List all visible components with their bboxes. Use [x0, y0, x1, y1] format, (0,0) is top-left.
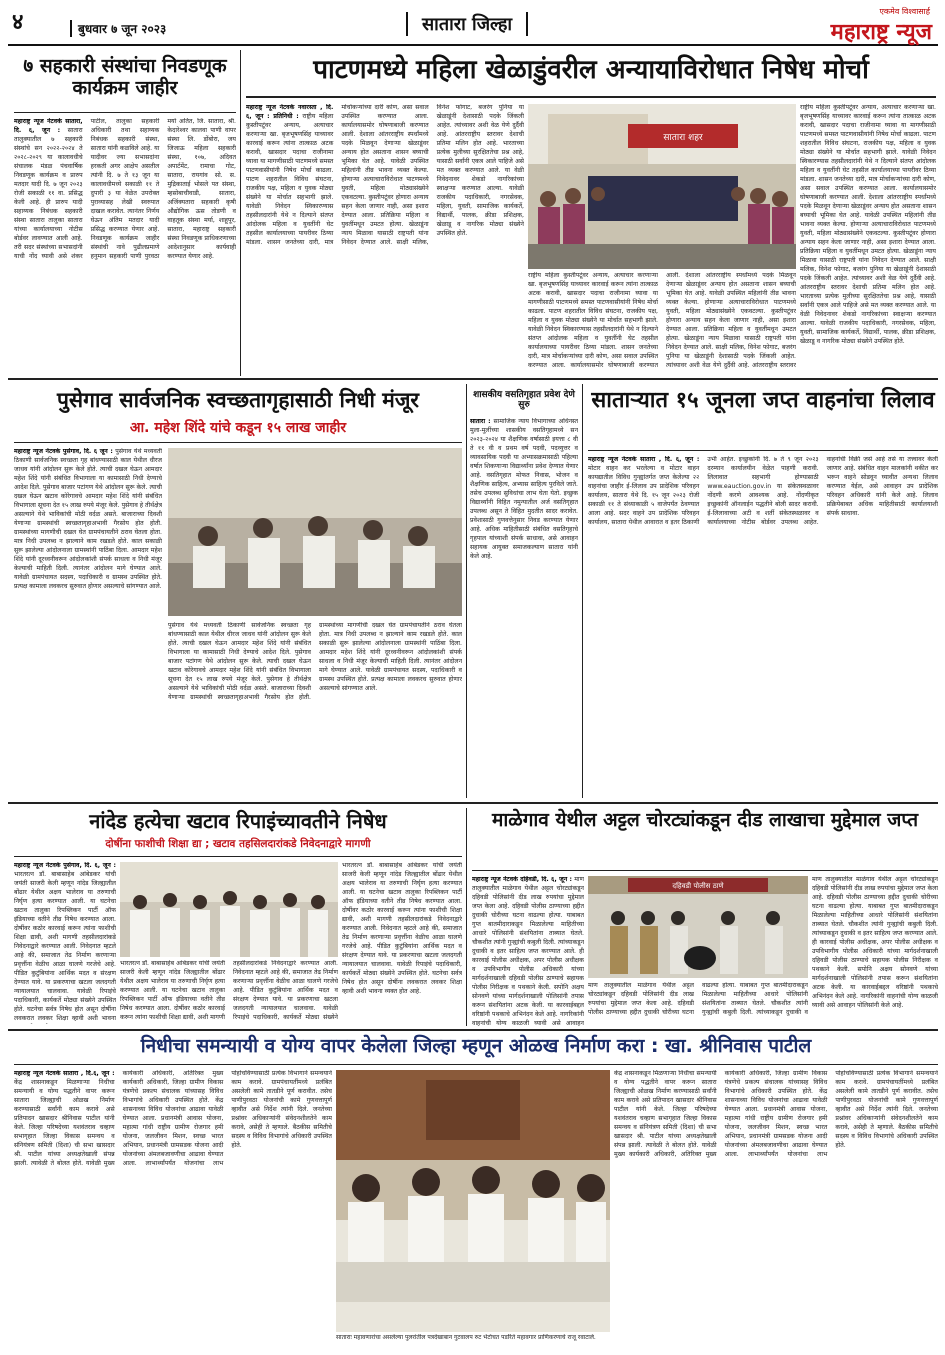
- article-subheadline: दोषींना फाशीची शिक्षा द्या ; खटाव तहसिलदारांकडे निवेदनाद्वारे मागणी: [105, 838, 371, 850]
- article-headline: निधीचा समन्यायी व योग्य वापर केलेला जिल्हा म्हणून ओळख निर्माण करा : खा. श्रीनिवास पाटील: [140, 1035, 812, 1057]
- section-divider: [8, 802, 938, 804]
- article-dateline: महाराष्ट्र न्यूज नेटवर्क सातारा , दि.६, जून :: [14, 1070, 115, 1077]
- article-body-continued: [812, 876, 938, 1026]
- photo-caption: साताराः महावणारांचा असलेल्या पुलरांतील पत्रदेखाबान गुटवालप रुट भेटोचत पडरिते महावगार प्राणिकरणाचे राजू रवाटाले.: [336, 1334, 596, 1341]
- article-body: [14, 118, 236, 373]
- banner-text: सातारा शहर: [663, 133, 703, 143]
- article-text: पुसेगाव येथे मध्यवर्ती ठिकाणी सार्वजनिक स्वच्छता गृह बांधण्यासाठी काल येथील धीरज जाधव यांनी आंदोलन सुरू केले होते. त्याची दखल घेऊन आमदार महेश शिंदे यांनी संबंधित विभागाला या कामासाठी निधी देण्याचे आदेश दिले. पुसेगाव बाजार पटांगण येथे आंदोलन सुरू केले. त्याची दखल घेऊन खटाव कोरेगावचे आमदार महेश शिंदे यांनी संबंधित विभागाला सूचना देत १५ लाख रुपये मंजूर केले. पुसेगाव हे तीर्थक्षेत्र असल्याने येथे भाविकांची मोठी वर्दळ असते. बाजाराच्या दिवशी येणाऱ्या ग्रामस्थांची स्वच्छतागृहाअभावी गैरसोय होत होती. ग्रामस्थांच्या मागणीची दखल घेत ग्रामपंचायतीने ठराव घेतला होता. मात्र निधी उपलब्ध न झाल्याने काम रखडले होते. काल सकाळी सुरू झालेल्या आंदोलनाला ग्रामस्थांनी पाठिंबा दिला. आमदार महेश शिंदे यांनी दूरध्वनीवरून आंदोलकांशी संपर्क साधला व निधी मंजूर केल्याची माहिती दिली. त्यानंतर आंदोलन मागे घेण्यात आले. यावेळी ग्रामपंचायत सदस्य, पदाधिकारी व ग्रामस्थ उपस्थित होते. प्रत्यक्ष कामाला लवकरच सुरुवात होणार असल्याचे सांगण्यात आले.: [14, 448, 162, 590]
- police-sign-text: दहिवडी पोलीस ठाणे: [672, 882, 724, 890]
- article-body-continued: [528, 272, 796, 374]
- page-number: ४: [12, 10, 24, 35]
- article-dateline: सातारा :: [470, 418, 491, 425]
- article-body: [246, 104, 524, 374]
- memorandum-photo: [120, 862, 338, 957]
- article-body: [472, 876, 584, 1026]
- article-headline: साताऱ्यात १५ जूनला जप्त वाहनांचा लिलाव: [591, 388, 935, 413]
- article-body-continued: [168, 622, 462, 798]
- article-headline: ७ सहकारी संस्थांचा निवडणूक कार्यक्रम जाहीर: [23, 55, 227, 99]
- article-headline: माळेगाव येथील अट्टल चोरट्यांकडून दीड लाखाचा मुद्देमाल जप्त: [491, 809, 919, 831]
- issue-date: बुधवार ७ जून २०२३: [70, 20, 166, 37]
- article-text: माण तालुक्यातील माळेगाव येथील अट्टल चोरट्यांकडून दहिवडी पोलिसांनी दीड लाख रुपयांचा मुद्देमाल जप्त केला आहे. दहिवडी पोलीस ठाण्याच्या हद्दीत दुचाकी चोरीच्या घटना वाढल्या होत्या. याबाबत गुप्त बातमीदाराकडून मिळालेल्या माहितीच्या आधारे पोलिसांनी संशयितांना ताब्यात घेतले. चौकशीत त्यांनी गुन्ह्यांची कबुली दिली. त्यांच्याकडून दुचाकी व इतर साहित्य जप्त करण्यात आले. ही कारवाई पोलीस अधीक्षक, अपर पोलीस अधीक्षक व उपविभागीय पोलीस अधिकारी यांच्या मार्गदर्शनाखाली दहिवडी पोलीस ठाण्याचे सहायक पोलीस निरीक्षक व पथकाने केली. सपोनि अक्षय सोनवणे यांच्या मार्गदर्शनाखाली पोलिसांनी तपास करून संशयितांना अटक केली. या कारवाईबद्दल वरिष्ठांनी पथकाचे अभिनंदन केले आहे. नागरिकांनी वाहनांची योग्य काळजी घ्यावी असे आवाहन: [472, 876, 584, 1026]
- article-body: [14, 862, 116, 1024]
- article-body: [14, 448, 162, 798]
- article-dateline: महाराष्ट्र न्यूज नेटवर्क पुसेगाव, दि. ६, जून :: [14, 862, 116, 869]
- brand-tagline: एकमेव विश्वासार्ह: [879, 7, 930, 16]
- article-headline: पाटणमध्ये महिला खेळाडुंवरील अन्यायाविरोधात निषेध मोर्चा: [313, 55, 869, 85]
- article-body-continued: [800, 104, 936, 374]
- article-text: केंद्र शासनाकडून मिळणाऱ्या निधीचा समन्यायी व योग्य पद्धतीने वापर करून सातारा जिल्ह्याची ओळख निर्माण करण्यासाठी सर्वांनी काम करावे असे प्रतिपादन खासदार श्रीनिवास पाटील यांनी केले. जिल्हा परिषदेच्या यशवंतराव चव्हाण सभागृहात जिल्हा विकास समन्वय व संनियंत्रण समिती (दिशा) ची सभा खासदार श्री. पाटील यांच्या अध्यक्षतेखाली संपन्न झाली. त्यावेळी ते बोलत होते. यावेळी मुख्य कार्यकारी अधिकारी, अतिरिक्त मुख्य कार्यकारी अधिकारी, जिल्हा ग्रामीण विकास यंत्रणेचे प्रकल्प संचालक यांच्यासह विविध विभागांचे अधिकारी उपस्थित होते. केंद्र शासनाच्या विविध योजनांचा आढावा यावेळी घेण्यात आला. प्रधानमंत्री आवास योजना, महात्मा गांधी राष्ट्रीय ग्रामीण रोजगार हमी योजना, जलजीवन मिशन, स्वच्छ भारत अभियान, प्रधानमंत्री ग्रामसडक योजना आदी योजनांच्या अंमलबजावणीचा आढावा घेण्यात आला. लाभार्थ्यांपर्यंत योजनांचा लाभ पोहोचविण्यासाठी प्रत्येक विभागाने समन्वयाने काम करावे. ग्रामपंचायतींमध्ये प्रलंबित असलेली कामे तातडीने पूर्ण करावीत. तसेच पाणीपुरवठा योजनांची कामे गुणवत्तापूर्ण व्हावीत असे निर्देश त्यांनी दिले. जनतेच्या प्रश्नांवर अधिकाऱ्यांनी संवेदनशीलतेने काम करावे, असेही ते म्हणाले. बैठकीस समितीचे सदस्य व विविध विभागांचे अधिकारी उपस्थित होते.: [14, 1070, 332, 1167]
- article-text: राष्ट्रीय महिला कुस्तीपटूंवर अन्याय, अत्याचार करणाऱ्या खा. बृजभूषणसिंह याच्यावर कारवाई करून त्यांना तात्काळ अटक करावी, खासदार पदाचा राजीनामा घ्यावा या मागणीसाठी पाटणमध्ये समस्त पाटणवासीयांनी निषेध मोर्चा काढला. पाटण शहरातील विविध संघटना, राजकीय पक्ष, महिला व युवक मोठ्या संख्येने या मोर्चात सहभागी झाले. यावेळी निवेदन स्विकारण्यास तहसीलदारांनी येथे न दिल्याने संतप्त आंदोलक महिला व युवतींनी घेट तहसील कार्यालयाच्या पायरीवर ठिय्या मांडला. शासन जनतेच्या दारी, मात्र मोर्चाकऱ्यांच्या दारी कोण, असा सवाल उपस्थित करण्यात आला. कार्यालयासमोर घोषणाबाजी करण्यात आली. देशाला आंतरराष्ट्रीय स्पर्धांमध्ये पदके मिळवून देणाऱ्या खेळाडूंवर अन्याय होत असताना शासन बघ्याची भूमिका घेत आहे. यावेळी उपस्थित महिलांनी तीव्र भावना व्यक्त केल्या. होणाऱ्या अत्याचाराविरोधात पाटणमध्ये युवती, महिला मोठ्यासंख्येने एकवटल्या. कुस्तीपटूंवर होणारा अन्याय सहन केला जाणार नाही, असा इशारा देण्यात आला. प्रतिक्रिया महिला व युवतींमधून उमटत होत्या. खेळाडूंना न्याय मिळावा यासाठी राष्ट्रपती यांना निवेदन देण्यात आले. साक्षी मलिक, विनेश फोगाट, बजरंग पुनिया या खेळाडूंनी देशासाठी पदके जिंकली आहेत. त्यांच्यावर अशी वेळ येणे दुर्दैवी आहे. आंतरराष्ट्रीय स्तरावर देशाची प्रतिमा मलिन होत आहे. भारताच्या प्रत्येक मुलीच्या सुरक्षिततेचा प्रश्न आहे, यासाठी सर्वांनी एकत्र आले पाहिजे असे मत व्यक्त करण्यात आले. या वेळी निवेदनावर शेकडो नागरिकांच्या स्वाक्षऱ्या करण्यात आल्या. यावेळी राजकीय पदाधिकारी, नगरसेवक, महिला, युवती, सामाजिक कार्यकर्ते, विद्यार्थी, पालक, क्रीडा प्रशिक्षक, खेळाडू व नागरिक मोठ्या संख्येने उपस्थित होते.: [246, 104, 524, 246]
- column-divider: [466, 808, 467, 1026]
- article-dateline: महाराष्ट्र न्यूज नेटवर्क दहिवडी, दि. ६, जून :: [472, 876, 573, 883]
- article-headline: पुसेगाव सार्वजनिक स्वच्छतागृहासाठी निधी मंजूर: [57, 388, 419, 412]
- article-body-continued: [342, 862, 462, 1024]
- article-dateline: महाराष्ट्र न्यूज नेटवर्क सातारा , दि. ६, जून :: [588, 456, 700, 463]
- section-title: सातारा जिल्हा: [406, 12, 528, 36]
- article-text: भारतरत्न डॉ. बाबासाहेब आंबेडकर यांची जयंती साजरी केली म्हणून नांदेड जिल्ह्यातील बोंढार येथील अक्षय भालेराव या तरुणाची निर्घृण हत्या करण्यात आली. या घटनेचा खटाव तालुका रिपब्लिकन पार्टी ऑफ इंडियाच्या वतीने तीव्र निषेध करण्यात आला. दोषींवर कठोर कारवाई करून त्यांना फाशीची शिक्षा द्यावी, अशी मागणी तहसीलदारांकडे निवेदनाद्वारे करण्यात आली. निवेदनात म्हटले आहे की, समाजात तेढ निर्माण करणाऱ्या प्रवृत्तींना वेळीच आळा घालणे गरजेचे आहे. पीडित कुटुंबियांना आर्थिक मदत व संरक्षण देण्यात यावे. या प्रकरणाचा खटला जलदगती न्यायालयात चालवावा. यावेळी रिपाइंचे पदाधिकारी, कार्यकर्ते मोठ्या संख्येने उपस्थित होते. घटनेचा सर्वत्र निषेध होत असून दोषींना लवकरात लवकर शिक्षा व्हावी अशी भावना व्यक्त होत आहे.: [342, 862, 462, 995]
- section-divider: [8, 378, 938, 380]
- divider: [14, 112, 236, 113]
- article-kicker: शासकीय वसतिगृहात प्रवेश देणे सुरु: [473, 390, 575, 411]
- article-body: [588, 456, 938, 798]
- article-text: भारतरत्न डॉ. बाबासाहेब आंबेडकर यांची जयंती साजरी केली म्हणून नांदेड जिल्ह्यातील बोंढार येथील अक्षय भालेराव या तरुणाची निर्घृण हत्या करण्यात आली. या घटनेचा खटाव तालुका रिपब्लिकन पार्टी ऑफ इंडियाच्या वतीने तीव्र निषेध करण्यात आला. दोषींवर कठोर कारवाई करून त्यांना फाशीची शिक्षा द्यावी, अशी मागणी तहसीलदारांकडे निवेदनाद्वारे करण्यात आली. निवेदनात म्हटले आहे की, समाजात तेढ निर्माण करणाऱ्या प्रवृत्तींना वेळीच आळा घालणे गरजेचे आहे. पीडित कुटुंबियांना आर्थिक मदत व संरक्षण देण्यात यावे. या प्रकरणाचा खटला जलदगती न्यायालयात चालवावा. यावेळी रिपाइंचे पदाधिकारी, कार्यकर्ते मोठ्या संख्येने उपस्थित होते. घटनेचा सर्वत्र निषेध होत असून दोषींना लवकरात लवकर शिक्षा व्हावी अशी भावना: [14, 870, 116, 1022]
- meeting-photo: [336, 1070, 610, 1332]
- divider: [14, 1064, 938, 1065]
- brand-logo: महाराष्ट्र न्यूज: [830, 19, 932, 45]
- article-body-continued: [120, 960, 338, 1024]
- divider: [14, 856, 462, 857]
- article-text: केंद्र शासनाकडून मिळणाऱ्या निधीचा समन्यायी व योग्य पद्धतीने वापर करून सातारा जिल्ह्याची ओळख निर्माण करण्यासाठी सर्वांनी काम करावे असे प्रतिपादन खासदार श्रीनिवास पाटील यांनी केले. जिल्हा परिषदेच्या यशवंतराव चव्हाण सभागृहात जिल्हा विकास समन्वय व संनियंत्रण समिती (दिशा) ची सभा खासदार श्री. पाटील यांच्या अध्यक्षतेखाली संपन्न झाली. त्यावेळी ते बोलत होते. यावेळी मुख्य कार्यकारी अधिकारी, अतिरिक्त मुख्य कार्यकारी अधिकारी, जिल्हा ग्रामीण विकास यंत्रणेचे प्रकल्प संचालक यांच्यासह विविध विभागांचे अधिकारी उपस्थित होते. केंद्र शासनाच्या विविध योजनांचा आढावा यावेळी घेण्यात आला. प्रधानमंत्री आवास योजना, महात्मा गांधी राष्ट्रीय ग्रामीण रोजगार हमी योजना, जलजीवन मिशन, स्वच्छ भारत अभियान, प्रधानमंत्री ग्रामसडक योजना आदी योजनांच्या अंमलबजावणीचा आढावा घेण्यात आला. लाभार्थ्यांपर्यंत योजनांचा लाभ पोहोचविण्यासाठी प्रत्येक विभागाने समन्वयाने काम करावे. ग्रामपंचायतींमध्ये प्रलंबित असलेली कामे तातडीने पूर्ण करावीत. तसेच पाणीपुरवठा योजनांची कामे गुणवत्तापूर्ण व्हावीत असे निर्देश त्यांनी दिले. जनतेच्या प्रश्नांवर अधिकाऱ्यांनी संवेदनशीलतेने काम करावे, असेही ते म्हणाले. बैठकीस समितीचे सदस्य व विविध विभागांचे अधिकारी उपस्थित होते.: [614, 1070, 938, 1158]
- masthead: [8, 6, 938, 46]
- article-text: राष्ट्रीय महिला कुस्तीपटूंवर अन्याय, अत्याचार करणाऱ्या खा. बृजभूषणसिंह याच्यावर कारवाई करून त्यांना तात्काळ अटक करावी, खासदार पदाचा राजीनामा घ्यावा या मागणीसाठी पाटणमध्ये समस्त पाटणवासीयांनी निषेध मोर्चा काढला. पाटण शहरातील विविध संघटना, राजकीय पक्ष, महिला व युवक मोठ्या संख्येने या मोर्चात सहभागी झाले. यावेळी निवेदन स्विकारण्यास तहसीलदारांनी येथे न दिल्याने संतप्त आंदोलक महिला व युवतींनी घेट तहसील कार्यालयाच्या पायरीवर ठिय्या मांडला. शासन जनतेच्या दारी, मात्र मोर्चाकऱ्यांच्या दारी कोण, असा सवाल उपस्थित करण्यात आला. कार्यालयासमोर घोषणाबाजी करण्यात आली. देशाला आंतरराष्ट्रीय स्पर्धांमध्ये पदके मिळवून देणाऱ्या खेळाडूंवर अन्याय होत असताना शासन बघ्याची भूमिका घेत आहे. यावेळी उपस्थित महिलांनी तीव्र भावना व्यक्त केल्या. होणाऱ्या अत्याचाराविरोधात पाटणमध्ये युवती, महिला मोठ्यासंख्येने एकवटल्या. कुस्तीपटूंवर होणारा अन्याय सहन केला जाणार नाही, असा इशारा देण्यात आला. प्रतिक्रिया महिला व युवतींमधून उमटत होत्या. खेळाडूंना न्याय मिळावा यासाठी राष्ट्रपती यांना निवेदन देण्यात आले. साक्षी मलिक, विनेश फोगाट, बजरंग पुनिया या खेळाडूंनी देशासाठी पदके जिंकली आहेत. त्यांच्यावर अशी वेळ येणे दुर्दैवी आहे. आंतरराष्ट्रीय स्तरावर देशाची प्रतिमा मलिन होत आहे. भारताच्या प्रत्येक मुलीच्या सुरक्षिततेचा प्रश्न आहे, यासाठी सर्वांनी एकत्र आले पाहिजे असे मत व्यक्त करण्यात आले. या वेळी निवेदनावर शेकडो नागरिकांच्या स्वाक्षऱ्या करण्यात आल्या. यावेळी राजकीय पदाधिकारी, नगरसेवक, महिला, युवती, सामाजिक कार्यकर्ते, विद्यार्थी, पालक, क्रीडा प्रशिक्षक, खेळाडू व नागरिक मोठ्या संख्येने उपस्थित होते.: [800, 104, 936, 345]
- article-text: मोटार वाहन कर भरलेल्या व मोटार वाहन कायद्यातील विविध गुन्ह्यांतर्गत जप्त केलेल्या २२ वाहनांचा जाहीर ई-लिलाव उप प्रादेशिक परिवहन कार्यालय, सातारा येथे दि. १५ जून २०२३ रोजी सकाळी ११ ते संध्याकाळी ५ वाजेपर्यंत ठेवण्यात आला आहे. सदर वाहने उप प्रादेशिक परिवहन कार्यालय, सातारा येथील आवारात व इतर ठिकाणी उभी आहेत. इच्छुकांनी दि. ७ ते ९ जून २०२३ दरम्यान कार्यालयीन वेळेत पाहणी करावी. लिलावात सहभागी होण्यासाठी www.eauction.gov.in या संकेतस्थळावर नोंदणी करणे आवश्यक आहे. नोंदणीकृत इच्छुकांनी ऑनलाईन पद्धतीने बोली सादर करावी. ई-लिलावाच्या अटी व शर्ती संकेतस्थळावर व कार्यालयाच्या नोटीस बोर्डवर उपलब्ध आहेत. वाहनांची विक्री जसे आहे तसे या तत्त्वावर केली जाणार आहे. संबंधित वाहन मालकांनी थकीत कर भरून वाहने सोडवून घ्यावीत अन्यथा लिलाव करण्यात येईल, असे आवाहन उप प्रादेशिक परिवहन अधिकारी यांनी केले आहे. लिलाव प्रक्रियेबाबत अधिक माहितीसाठी कार्यालयाशी संपर्क साधावा.: [588, 456, 938, 526]
- section-divider: [8, 1029, 938, 1031]
- article-body-continued: [588, 982, 808, 1026]
- divider: [588, 450, 938, 451]
- article-dateline: महाराष्ट्र न्यूज नेटवर्क पुसेगाव, दि. ६ जून :: [14, 448, 113, 455]
- article-dateline: महाराष्ट्र न्यूज नेटवर्क नवारस्ता , दि. ६, जून : प्रतिनिधी :: [246, 104, 334, 120]
- article-text: सामाजिक न्याय विभागाच्या अधिनस्त मुला-मुलींच्या शासकीय वसतिगृहामध्ये सन २०२३-२०२४ या शैक्षणिक वर्षासाठी इयत्ता ८ वी ते ११ वी व प्रथम वर्ष पदवी, पदव्युत्तर व व्यावसायिक पदवी या अभ्यासक्रमासाठी पहिल्या वर्षात शिकणाऱ्या विद्यार्थ्यांना प्रवेश देण्यात येणार आहे. वसतिगृहात मोफत निवास, भोजन व शैक्षणिक साहित्य, अभ्यास साहित्य पुरविले जाते. तसेच उपलब्ध सुविधांचा लाभ घेता येतो. इच्छुक विद्यार्थ्यांनी विहित नमुन्यातील अर्ज वसतिगृहात उपलब्ध असून ते विहित मुदतीत सादर करावेत. प्रवेशासाठी गुणवत्तेनुसार निवड करण्यात येणार आहे. अधिक माहितीसाठी संबंधित वसतिगृहाचे गृहपाल यांच्याशी संपर्क साधावा, असे आवाहन सहायक आयुक्त समाजकल्याण सातारा यांनी केले आहे.: [470, 418, 578, 560]
- article-text: राष्ट्रीय महिला कुस्तीपटूंवर अन्याय, अत्याचार करणाऱ्या खा. बृजभूषणसिंह याच्यावर कारवाई करून त्यांना तात्काळ अटक करावी, खासदार पदाचा राजीनामा घ्यावा या मागणीसाठी पाटणमध्ये समस्त पाटणवासीयांनी निषेध मोर्चा काढला. पाटण शहरातील विविध संघटना, राजकीय पक्ष, महिला व युवक मोठ्या संख्येने या मोर्चात सहभागी झाले. यावेळी निवेदन स्विकारण्यास तहसीलदारांनी येथे न दिल्याने संतप्त आंदोलक महिला व युवतींनी घेट तहसील कार्यालयाच्या पायरीवर ठिय्या मांडला. शासन जनतेच्या दारी, मात्र मोर्चाकऱ्यांच्या दारी कोण, असा सवाल उपस्थित करण्यात आला. कार्यालयासमोर घोषणाबाजी करण्यात आली. देशाला आंतरराष्ट्रीय स्पर्धांमध्ये पदके मिळवून देणाऱ्या खेळाडूंवर अन्याय होत असताना शासन बघ्याची भूमिका घेत आहे. यावेळी उपस्थित महिलांनी तीव्र भावना व्यक्त केल्या. होणाऱ्या अत्याचाराविरोधात पाटणमध्ये युवती, महिला मोठ्यासंख्येने एकवटल्या. कुस्तीपटूंवर होणारा अन्याय सहन केला जाणार नाही, असा इशारा देण्यात आला. प्रतिक्रिया महिला व युवतींमधून उमटत होत्या. खेळाडूंना न्याय मिळावा यासाठी राष्ट्रपती यांना निवेदन देण्यात आले. साक्षी मलिक, विनेश फोगाट, बजरंग पुनिया या खेळाडूंनी देशासाठी पदके जिंकली आहेत. त्यांच्यावर अशी वेळ येणे दुर्दैवी आहे. आंतरराष्ट्रीय स्तरावर: [528, 272, 796, 369]
- article-text: भारतरत्न डॉ. बाबासाहेब आंबेडकर यांची जयंती साजरी केली म्हणून नांदेड जिल्ह्यातील बोंढार येथील अक्षय भालेराव या तरुणाची निर्घृण हत्या करण्यात आली. या घटनेचा खटाव तालुका रिपब्लिकन पार्टी ऑफ इंडियाच्या वतीने तीव्र निषेध करण्यात आला. दोषींवर कठोर कारवाई करून त्यांना फाशीची शिक्षा द्यावी, अशी मागणी तहसीलदारांकडे निवेदनाद्वारे करण्यात आली. निवेदनात म्हटले आहे की, समाजात तेढ निर्माण करणाऱ्या प्रवृत्तींना वेळीच आळा घालणे गरजेचे आहे. पीडित कुटुंबियांना आर्थिक मदत व संरक्षण देण्यात यावे. या प्रकरणाचा खटला जलदगती न्यायालयात चालवावा. यावेळी रिपाइंचे पदाधिकारी, कार्यकर्ते मोठ्या संख्येने: [120, 960, 338, 1021]
- article-text: पुसेगाव येथे मध्यवर्ती ठिकाणी सार्वजनिक स्वच्छता गृह बांधण्यासाठी काल येथील धीरज जाधव यांनी आंदोलन सुरू केले होते. त्याची दखल घेऊन आमदार महेश शिंदे यांनी संबंधित विभागाला या कामासाठी निधी देण्याचे आदेश दिले. पुसेगाव बाजार पटांगण येथे आंदोलन सुरू केले. त्याची दखल घेऊन खटाव कोरेगावचे आमदार महेश शिंदे यांनी संबंधित विभागाला सूचना देत १५ लाख रुपये मंजूर केले. पुसेगाव हे तीर्थक्षेत्र असल्याने येथे भाविकांची मोठी वर्दळ असते. बाजाराच्या दिवशी येणाऱ्या ग्रामस्थांची स्वच्छतागृहाअभावी गैरसोय होत होती. ग्रामस्थांच्या मागणीची दखल घेत ग्रामपंचायतीने ठराव घेतला होता. मात्र निधी उपलब्ध न झाल्याने काम रखडले होते. काल सकाळी सुरू झालेल्या आंदोलनाला ग्रामस्थांनी पाठिंबा दिला. आमदार महेश शिंदे यांनी दूरध्वनीवरून आंदोलकांशी संपर्क साधला व निधी मंजूर केल्याची माहिती दिली. त्यानंतर आंदोलन मागे घेण्यात आले. यावेळी ग्रामपंचायत सदस्य, पदाधिकारी व ग्रामस्थ उपस्थित होते. प्रत्यक्ष कामाला लवकरच सुरुवात होणार असल्याचे सांगण्यात आले.: [168, 622, 462, 701]
- article-subheadline: आ. महेश शिंदे यांचे कडून १५ लाख जाहीर: [129, 420, 347, 436]
- article-body: [14, 1070, 332, 1348]
- article-text: माण तालुक्यातील माळेगाव येथील अट्टल चोरट्यांकडून दहिवडी पोलिसांनी दीड लाख रुपयांचा मुद्देमाल जप्त केला आहे. दहिवडी पोलीस ठाण्याच्या हद्दीत दुचाकी चोरीच्या घटना वाढल्या होत्या. याबाबत गुप्त बातमीदाराकडून मिळालेल्या माहितीच्या आधारे पोलिसांनी संशयितांना ताब्यात घेतले. चौकशीत त्यांनी गुन्ह्यांची कबुली दिली. त्यांच्याकडून दुचाकी व: [588, 982, 808, 1016]
- police-station-photo: [588, 876, 808, 978]
- column-divider: [466, 384, 467, 798]
- article-dateline: महाराष्ट्र न्यूज नेटवर्क सातारा, दि. ६, जून :: [14, 118, 83, 134]
- divider: [246, 96, 936, 98]
- column-divider: [582, 384, 583, 798]
- divider: [14, 442, 462, 443]
- article-body: [470, 418, 578, 798]
- sit-in-photo: [168, 448, 462, 616]
- article-body-continued: [614, 1070, 938, 1348]
- article-text: सातारा तालुक्यातील ७ सहकारी संस्थांचे सन २०२२-२०२४ ते २०२८-२०२९ या कालावधीचे संचालक मंडळ पंचवार्षिक निवडणूक कार्यक्रम व प्रारुप मतदार यादी दि. ७ जून २०२३ रोजी सकाळी ११ वा. प्रसिद्ध केली आहे. ही प्रारुप यादी सहाय्यक निबंधक सहकारी संस्था सातारा तालुका सातारा यांच्या कार्यालयाच्या नोटीस बोर्डवर लावण्यात आली आहे. तरी सदर संस्थांच्या सभासदांनी याची नोंद घ्यावी असे शंकर पाटील, तालुका सहकारी अधिकारी तथा सहाय्यक निबंधक सहकारी संस्था, सातारा यांनी कळविले आहे. या यादीवर ज्या सभासदांना हरकती अगर आक्षेप असतील त्यांनी दि. ७ ते १३ जून या कालावधीमध्ये सकाळी ११ ते दुपारी ३ या वेळेत उपरोक्त पुराव्यासह लेखी स्वरुपात दाखल करावेत. त्यानंतर निर्णय घेऊन अंतिम मतदार यादी प्रसिद्ध करण्यात येणार आहे. निवडणूक कार्यक्रम जाहीर संस्थांची नावे पुढीलप्रमाणे हनुमान सहकारी पाणी पुरवठा मर्या अतित, जि. सातारा, श्री. केदारेश्वर कालवा पाणी वापर संस्था लि. डोंबोरा, जय जिजाऊ महिला सहकारी संस्था, १०७, अदिवत अपार्टमेंट, रामाचा गोट, सातारा, रायगांव सो. स. मुद्रिकाताई भोसले पत संस्था, म्हसोबाचीवाडी, सातारा, अजिंक्यतारा सहकारी कृषी औद्योगिक ऊस तोडणी व वाहतूक संस्था मर्या, शाहूपूर, सातारा, महाराष्ट्र सहकारी संस्था निवडणूक प्राधिकरणाच्या आदेशानुसार कार्यवाही करण्यात येणार आहे.: [14, 118, 236, 260]
- divider: [472, 870, 938, 871]
- protest-photo: [528, 104, 796, 269]
- column-divider: [240, 50, 241, 376]
- article-headline: नांदेड हत्येचा खटाव रिपाइंच्यावतीने निषेध: [89, 809, 387, 833]
- article-text: माण तालुक्यातील माळेगाव येथील अट्टल चोरट्यांकडून दहिवडी पोलिसांनी दीड लाख रुपयांचा मुद्देमाल जप्त केला आहे. दहिवडी पोलीस ठाण्याच्या हद्दीत दुचाकी चोरीच्या घटना वाढल्या होत्या. याबाबत गुप्त बातमीदाराकडून मिळालेल्या माहितीच्या आधारे पोलिसांनी संशयितांना ताब्यात घेतले. चौकशीत त्यांनी गुन्ह्यांची कबुली दिली. त्यांच्याकडून दुचाकी व इतर साहित्य जप्त करण्यात आले. ही कारवाई पोलीस अधीक्षक, अपर पोलीस अधीक्षक व उपविभागीय पोलीस अधिकारी यांच्या मार्गदर्शनाखाली दहिवडी पोलीस ठाण्याचे सहायक पोलीस निरीक्षक व पथकाने केली. सपोनि अक्षय सोनवणे यांच्या मार्गदर्शनाखाली पोलिसांनी तपास करून संशयितांना अटक केली. या कारवाईबद्दल वरिष्ठांनी पथकाचे अभिनंदन केले आहे. नागरिकांनी वाहनांची योग्य काळजी घ्यावी असे आवाहन पोलिसांनी केले आहे.: [812, 876, 938, 1009]
